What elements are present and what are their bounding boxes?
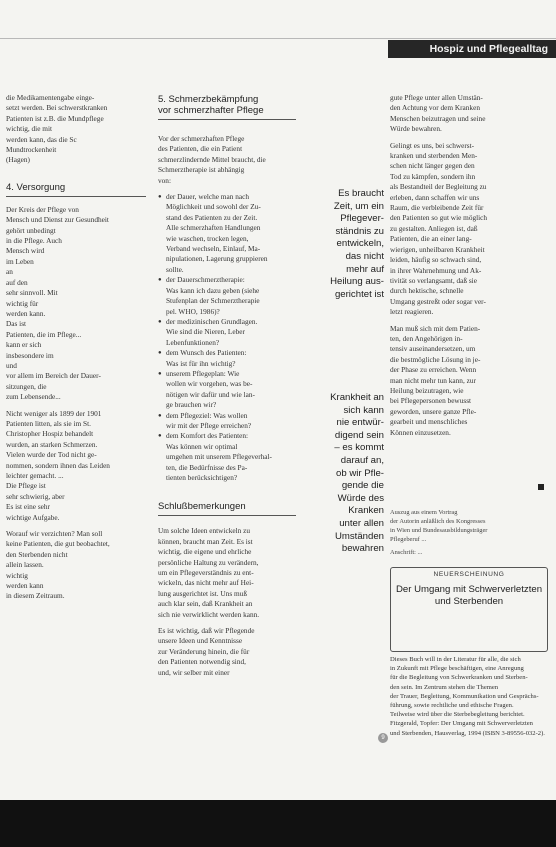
col4-p2: Gelingt es uns, bei schwerst- kranken und sterbenden Men- schen nicht länger gegen den Tod zu kämpfen, sondern ihn als Bestandteil der Begleitung zu erleben, dann schaffen wir uns Raum, die verbleibende Zeit für den Patienten so gut wie möglich zu gestalten. Anliegen ist, daß Patienten, die an einer lang- wierigen, unheilbaren Krankheit leiden, häufig so schwach sind, in ihrer Wahrnehmung und Ak- tivität so verlangsamt, daß sie durch hektische, schnelle Umgang gestreßt oder sogar ver- letzt reagieren. (390, 140, 488, 317)
article-end-mark (538, 484, 544, 490)
col1-section4-p3: Worauf wir verzichten? Man soll keine Patienten, die gut beobachtet, den Sterbenden nicht allein lassen. wichtig werden kann in diesem Zeitraum. (6, 529, 110, 601)
closing-p1: Um solche Ideen entwickeln zu können, braucht man Zeit. Es ist wichtig, die eigene und ehrliche persönliche Haltung zu verändern, um ein Pflegeverständnis zu ent- wickeln, das nicht mehr auf Hei- lung ausgerichtet ist. Uns muß auch klar sein, daß Krankheit an sich nie verwirklicht werden kann. (158, 526, 260, 619)
review-body: Dieses Buch will in der Literatur für alle, die sich in Zukunft mit Pflege beschäftigen, eine Anregung für die Begleitung von Schwerkranken und Sterben- den sein. Im Zentrum stehen die Themen der Trauer, Begleitung, Kommunikation und Gesprächs- führung, sowie rechtliche und ethische Fragen. Teilweise wird über die Sterbebegleitung berichtet. Fitzgerald, Topfer: Der Umgang mit Schwerverletzten und Sterbenden, Hausverlag, 1994 (ISBN 3-89556-032-2). (390, 656, 545, 737)
closing-p2: Es ist wichtig, daß wir Pflegende unsere Ideen und Kenntnisse zur Veränderung hinein, die für den Patienten notwendig sind, und, wir selber mit einer (158, 626, 255, 677)
column-1 (6, 93, 148, 608)
bullet-item: ● der Dauer, welche man nach Möglichkeit und sowohl der Zu- stand des Patienten zu der Zeit. Alle schmerzhaften Handlungen wie waschen, trocken legen, Verband wechseln, Einlauf, Ma- nipulationen, Lagerung gruppieren sollte. (158, 192, 298, 275)
address-note: Anschrift: ... (390, 549, 423, 556)
bullet-item: ● dem Wunsch des Patienten: Was ist für ihn wichtig? (158, 348, 298, 369)
col1-section4-p2: Nicht weniger als 1899 der 1901 Patienten litten, als sie im St. Christopher Hospiz behandelt wurden, an starken Schmerzen. Vielen wurde der Tod nicht ge- nommen, sondern ihnen das Leiden leichter gemacht. ... Die Pflege ist sehr schwierig, aber Es ist eine sehr wichtige Aufgabe. (6, 408, 110, 522)
closing-rule (158, 515, 296, 516)
section-5-intro: Vor der schmerzhaften Pflege des Patienten, die ein Patient schmerzlindernde Mittel braucht, die Schmerztherapie ist abhängig von: (158, 134, 266, 185)
header-title: Hospiz und Pflegealltag (429, 43, 548, 55)
pull-quote-2: Krankheit an sich kann nie entwür- digend sein – es kommt darauf an, ob wir Pfle- gende die Würde des Kranken unter allen Umständen bewahren (330, 392, 384, 555)
section-5-rule (158, 119, 296, 120)
new-publication-box (390, 567, 548, 652)
box-title: Der Umgang mit Schwerverletzten und Sterbenden (395, 584, 543, 607)
bottom-black-strip (0, 800, 556, 847)
bullet-item: ● der Dauerschmerztherapie: Was kann ich dazu geben (siehe Stufenplan der Schmerztherapie pel. WHO, 1986)? (158, 275, 298, 317)
col1-intro: die Medikamentengabe einge- setzt werden. Bei schwerstkranken Patienten ist z.B. die Mundpflege wichtig, die mit werden kann, das die Sc Mundtrockenheit (Hagen) (6, 93, 108, 165)
section-4-rule (6, 196, 146, 197)
col1-section4-p1: Der Kreis der Pflege von Mensch und Dienst zur Gesundheit gehört unbedingt in die Pflege. Auch Mensch wird im Leben an auf den sehr sinnvoll. Mit wichtig für werden kann. Das ist Patienten, die im Pflege... kann er sich insbesondere im und vor allem im Bereich der Dauer- sitzungen, die zum Lebensende... (6, 204, 109, 402)
closing-title: Schlußbemerkungen (158, 501, 246, 513)
page-number: 9 (378, 733, 388, 743)
bullet-item: ● unserem Pflegeplan: Wie wollen wir vorgehen, was be- nötigen wir dafür und wie lan- ge brauchen wir? (158, 369, 298, 411)
col4-p3: Man muß sich mit dem Patien- ten, den Angehörigen in- tensiv auseinandersetzen, um die bestmögliche Lösung in je- der Phase zu erreichen. Wenn man nicht mehr tun kann, zur Heilung beizutragen, wie bei Pflegepersonen bewusst geworden, unsere ganze Pfle- gearbeit und menschliches Können einzusetzen. (390, 323, 481, 437)
column-4 (390, 93, 546, 440)
column-2 (158, 94, 298, 684)
section-4-title: 4. Versorgung (6, 181, 66, 193)
pull-quote-1: Es braucht Zeit, um ein Pflegever- ständnis zu entwickeln, das nicht mehr auf Heilung aus- gerichtet ist (330, 188, 384, 300)
box-kicker: NEUERSCHEINUNG (433, 571, 505, 578)
bullet-item: ● dem Komfort des Patienten: Was können wir optimal umgehen mit unserem Pflegeverhal- ten, die Bedürfnisse des Pa- tienten berücksichtigen? (158, 431, 298, 483)
pain-bullet-list (158, 192, 298, 483)
bullet-item: ● dem Pflegeziel: Was wollen wir mit der Pflege erreichen? (158, 411, 298, 432)
col4-p1: gute Pflege unter allen Umstän- den Achtung vor dem Kranken Menschen beizutragen und seine Würde bewahren. (390, 93, 486, 134)
top-rule (0, 38, 556, 39)
author-note: Auszug aus einem Vortrag der Autorin anläßlich des Kongresses in Wien und Bundesausbildungsträger Pflegeberuf ... (390, 509, 488, 543)
page-header-bar (388, 40, 556, 58)
bullet-item: ● der medizinischen Grundlagen. Wie sind die Nieren, Leber Lebenfunktionen? (158, 317, 298, 348)
section-5-title: 5. Schmerzbekämpfung vor schmerzhafter Pflege (158, 94, 264, 116)
